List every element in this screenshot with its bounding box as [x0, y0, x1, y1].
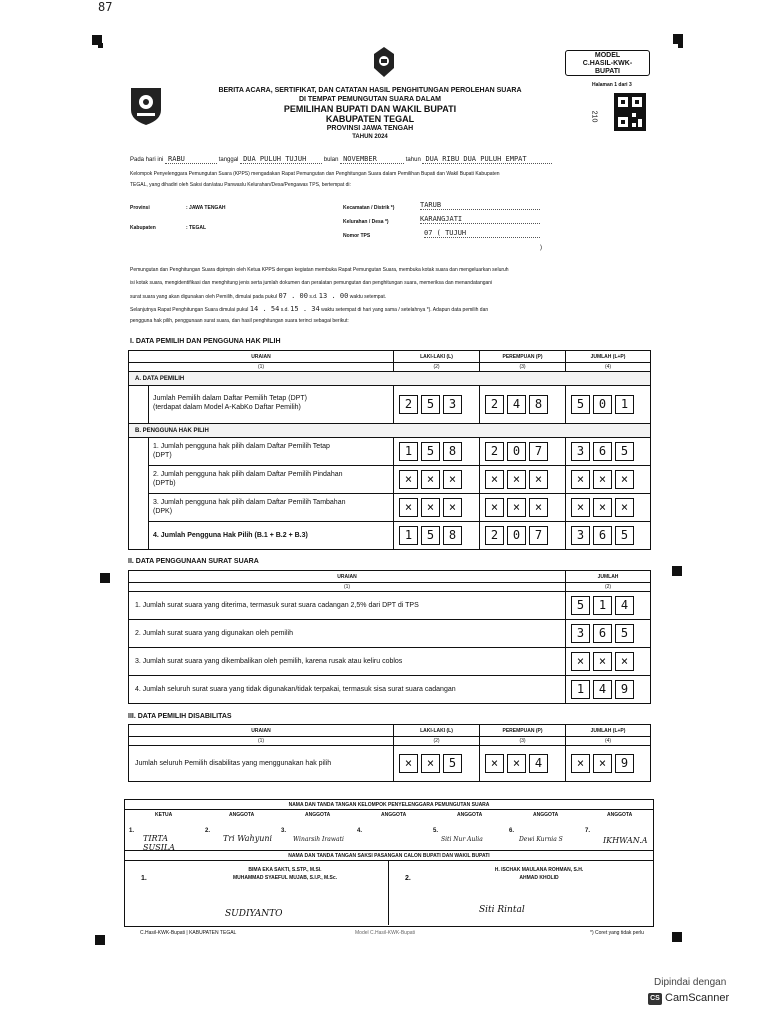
candidate-name: BIMA EKA SAKTI, S.STP., M.SI.	[248, 867, 322, 873]
digit-box[interactable]: ×	[421, 498, 440, 517]
digit-box[interactable]: ×	[399, 470, 418, 489]
model-box	[565, 50, 650, 76]
qr-side-text: 210	[590, 110, 598, 123]
document-header	[170, 86, 570, 142]
registration-mark	[95, 935, 105, 945]
indent-cell	[129, 438, 149, 549]
row-label-line: (DPT)	[153, 452, 172, 459]
dpt-label	[149, 386, 394, 424]
time-start: 07 . 00	[278, 292, 308, 300]
cell-jumlah	[566, 522, 650, 549]
cell-jumlah	[566, 466, 650, 493]
time-end: 15 . 34	[290, 305, 320, 313]
header-title: PEMILIHAN BUPATI DAN WAKIL BUPATI	[283, 104, 457, 114]
digit-box[interactable]: 1	[571, 680, 590, 699]
header-uraian: URAIAN	[129, 725, 394, 737]
digit-box[interactable]: 3	[571, 526, 590, 545]
kpps-member	[581, 810, 653, 850]
row-label: 3. Jumlah surat suara yang dikembalikan oleh pemilih, karena rusak atau keliru coblos	[129, 648, 566, 675]
digit-box[interactable]: ×	[529, 498, 548, 517]
member-signature: IKHWAN.A	[603, 836, 648, 845]
digit-box[interactable]: 2	[485, 442, 504, 461]
cell-perempuan	[480, 746, 566, 781]
cell-jumlah	[566, 620, 650, 647]
value-provinsi: : JAWA TENGAH	[186, 205, 226, 211]
kpu-logo-icon	[372, 46, 396, 78]
surat-row-3	[129, 648, 650, 676]
camscanner-logo-icon: CS	[648, 993, 662, 1005]
digit-box[interactable]: 0	[507, 442, 526, 461]
label-tanggal: tanggal	[218, 157, 239, 163]
digit-box[interactable]: 1	[615, 395, 634, 414]
col-number: (1)	[129, 737, 394, 746]
page-indicator: Halaman 1 dari 3	[592, 82, 632, 88]
col-number: (1)	[129, 363, 394, 372]
row-label	[149, 494, 394, 521]
digit-box[interactable]: ×	[571, 498, 590, 517]
label-kelurahan: Kelurahan / Desa *)	[343, 219, 389, 225]
digit-box[interactable]: 4	[593, 680, 612, 699]
col-number: (3)	[480, 363, 566, 372]
kpps-members	[125, 810, 653, 850]
col-number: (2)	[394, 363, 480, 372]
surat-row-1	[129, 592, 650, 620]
digit-box[interactable]: 5	[421, 526, 440, 545]
row-label: Jumlah seluruh Pemilih disabilitas yang menggunakan hak pilih	[129, 746, 394, 781]
digit-box[interactable]: ×	[443, 470, 462, 489]
header-line: DI TEMPAT PEMUNGUTAN SUARA DALAM	[298, 96, 442, 103]
digit-box[interactable]: 3	[571, 442, 590, 461]
header-jumlah: JUMLAH (L+P)	[566, 351, 650, 363]
member-role: ANGGOTA	[381, 812, 407, 818]
candidate-name: H. ISCHAK MAULANA ROHMAN, S.H.	[494, 867, 584, 873]
digit-box[interactable]: ×	[485, 498, 504, 517]
text: s.d.	[309, 294, 318, 300]
section-title: III. DATA PEMILIH DISABILITAS	[128, 713, 232, 720]
registration-mark	[98, 43, 103, 48]
header-uraian: URAIAN	[129, 351, 394, 363]
text: waktu setempat.	[349, 294, 387, 300]
member-signature: Winarsih Irawati	[293, 836, 344, 843]
label-tahun: tahun	[405, 157, 421, 163]
digit-box[interactable]: 1	[399, 526, 418, 545]
header-laki: LAKI-LAKI (L)	[394, 725, 480, 737]
digit-box[interactable]: ×	[421, 754, 440, 773]
cell-laki	[394, 522, 480, 549]
pengguna-row-2	[149, 466, 650, 494]
cell-perempuan	[480, 438, 566, 465]
member-role: ANGGOTA	[305, 812, 331, 818]
model-box-line: C.HASIL-KWK-	[582, 60, 633, 67]
text: surat suara yang akan digunakan oleh Pemilih, dimulai pada pukul	[130, 294, 278, 300]
member-role: ANGGOTA	[229, 812, 255, 818]
row-label	[149, 438, 394, 465]
col-number: (4)	[566, 737, 650, 746]
member-signature: TIRTA SUSILA	[143, 834, 175, 852]
registration-mark	[100, 573, 110, 583]
digit-box[interactable]: ×	[571, 754, 590, 773]
digit-box[interactable]: 6	[593, 624, 612, 643]
digit-box[interactable]: 4	[507, 395, 526, 414]
cell-laki	[394, 438, 480, 465]
corner-scribble: 87	[98, 0, 113, 14]
digit-box[interactable]: 5	[421, 442, 440, 461]
saksi-signature: Siti Rintal	[479, 905, 525, 915]
value-kelurahan: KARANGJATI	[420, 215, 540, 224]
digit-box[interactable]: 8	[443, 526, 462, 545]
value-kabupaten: : TEGAL	[186, 225, 206, 231]
digit-box[interactable]: ×	[485, 754, 504, 773]
digit-box[interactable]: 1	[593, 596, 612, 615]
saksi-number: 1.	[141, 875, 147, 882]
header-laki: LAKI-LAKI (L)	[394, 351, 480, 363]
dpt-jumlah	[566, 386, 650, 424]
cell-jumlah	[566, 676, 650, 703]
registration-mark	[678, 43, 683, 48]
section1-table	[128, 350, 651, 550]
digit-box[interactable]: ×	[421, 470, 440, 489]
digit-box[interactable]: 5	[571, 395, 590, 414]
col-number: (1)	[129, 583, 566, 592]
row-label: 4. Jumlah seluruh surat suara yang tidak digunakan/tidak terpakai, termasuk sisa surat suara cadangan	[129, 676, 566, 703]
paragraph: isi kotak suara, mengidentifikasi dan menghitung jenis serta jumlah dokumen dan peralatan pemungutan dan penghitungan suara, memeriksa dan menandatangani	[130, 280, 493, 286]
col-number: (3)	[480, 737, 566, 746]
digit-box[interactable]: 6	[593, 526, 612, 545]
header-line: BERITA ACARA, SERTIFIKAT, DAN CATATAN HASIL PENGHITUNGAN PEROLEHAN SUARA	[218, 87, 522, 94]
digit-box[interactable]: ×	[399, 754, 418, 773]
value-kecamatan: TARUB	[420, 201, 540, 210]
cell-perempuan	[480, 494, 566, 521]
member-role: ANGGOTA	[457, 812, 483, 818]
text: waktu setempat di hari yang sama / setelahnya *). Adapun data pemilih dan	[321, 307, 489, 313]
header-perempuan: PEREMPUAN (P)	[480, 725, 566, 737]
saksi-title: NAMA DAN TANDA TANGAN SAKSI PASANGAN CALON BUPATI DAN WAKIL BUPATI	[125, 851, 653, 861]
col-number: (4)	[566, 363, 650, 372]
candidate-name: MUHAMMAD SYAEFUL MUJAB, S.I.P., M.Sc.	[232, 875, 338, 881]
digit-box[interactable]: ×	[507, 498, 526, 517]
value-tahun: DUA RIBU DUA PULUH EMPAT	[422, 155, 552, 164]
kpps-member	[277, 810, 353, 850]
header-line: TAHUN 2024	[352, 134, 388, 140]
member-number: 3.	[281, 828, 287, 834]
member-signature: Tri Wahyuni	[223, 834, 273, 843]
section-title: I. DATA PEMILIH DAN PENGGUNA HAK PILIH	[130, 338, 281, 345]
surat-row-4	[129, 676, 650, 703]
row-label	[149, 466, 394, 493]
digit-box[interactable]: ×	[485, 470, 504, 489]
digit-box[interactable]: 0	[507, 526, 526, 545]
dpt-label-line: Jumlah Pemilih dalam Daftar Pemilih Tetap (DPT)	[153, 395, 307, 402]
header-line: PROVINSI JAWA TENGAH	[326, 125, 414, 132]
row-label-line: (DPK)	[153, 508, 173, 515]
cell-perempuan	[480, 466, 566, 493]
kpps-member	[201, 810, 277, 850]
digit-box[interactable]: ×	[571, 470, 590, 489]
digit-box[interactable]: 8	[443, 442, 462, 461]
cell-laki	[394, 494, 480, 521]
row-label-line: 1. Jumlah pengguna hak pilih dalam Daftar Pemilih Tetap	[153, 443, 330, 450]
row-label-line: 2. Jumlah pengguna hak pilih dalam Daftar Pemilih Pindahan	[153, 471, 343, 478]
digit-box[interactable]: 5	[443, 754, 462, 773]
digit-box[interactable]: 1	[399, 442, 418, 461]
dpt-laki	[394, 386, 480, 424]
pengguna-row-1	[149, 438, 650, 466]
digit-box[interactable]: 3	[571, 624, 590, 643]
subsection-b: B. PENGGUNA HAK PILIH	[129, 424, 650, 438]
digit-box[interactable]: 0	[593, 395, 612, 414]
kpps-member	[353, 810, 429, 850]
value-hari: RABU	[165, 155, 217, 164]
time-start: 14 . 54	[249, 305, 280, 313]
digit-box[interactable]: 6	[593, 442, 612, 461]
header-perempuan: PEREMPUAN (P)	[480, 351, 566, 363]
saksi-1	[125, 861, 389, 925]
footer-left: C.Hasil-KWK-Bupati | KABUPATEN TEGAL	[140, 930, 237, 936]
row-label	[149, 522, 394, 549]
row-label-line: 4. Jumlah Pengguna Hak Pilih (B.1 + B.2 + B.3)	[153, 532, 308, 539]
qr-code-icon	[614, 93, 646, 131]
value-tps: 07 ( TUJUH	[424, 229, 540, 238]
member-role: ANGGOTA	[607, 812, 633, 818]
header-jumlah: JUMLAH (L+P)	[566, 725, 650, 737]
model-box-line: BUPATI	[594, 68, 621, 75]
subsection-a: A. DATA PEMILIH	[129, 372, 650, 386]
digit-box[interactable]: ×	[529, 470, 548, 489]
digit-box[interactable]: ×	[615, 652, 634, 671]
member-number: 7.	[585, 828, 591, 834]
intro-text: Kelompok Penyelenggara Pemungutan Suara (KPPS) mengadakan Rapat Pemungutan dan Penghitungan Suara dalam Pemilihan Bupati dan Wakil Bupati Kabupaten	[130, 171, 500, 177]
dpt-label-line: (terdapat dalam Model A-KabKo Daftar Pemilih)	[153, 404, 301, 411]
header-uraian: URAIAN	[129, 571, 566, 583]
saksi-number: 2.	[405, 875, 411, 882]
row-label-line: (DPTb)	[153, 480, 176, 487]
surat-row-2	[129, 620, 650, 648]
paragraph: Pemungutan dan Penghitungan Suara dipimpin oleh Ketua KPPS dengan kegiatan membuka Rapat Pemungutan Suara, membuka kotak suara dan mengeluarkan seluruh	[130, 267, 509, 273]
cell-perempuan	[480, 522, 566, 549]
kpps-member	[429, 810, 505, 850]
label-provinsi: Provinsi	[130, 205, 150, 211]
digit-box[interactable]: ×	[593, 754, 612, 773]
member-number: 6.	[509, 828, 515, 834]
member-number: 5.	[433, 828, 439, 834]
cell-laki	[394, 746, 480, 781]
digit-box[interactable]: 9	[615, 680, 634, 699]
digit-box[interactable]: ×	[593, 498, 612, 517]
digit-box[interactable]: ×	[443, 498, 462, 517]
row-label: 2. Jumlah surat suara yang digunakan oleh pemilih	[129, 620, 566, 647]
camscanner-watermark	[640, 975, 748, 1011]
digit-box[interactable]: 4	[615, 596, 634, 615]
label-hari: Pada hari ini	[130, 157, 164, 163]
digit-box[interactable]: ×	[593, 470, 612, 489]
digit-box[interactable]: 5	[571, 596, 590, 615]
pengguna-row-3	[149, 494, 650, 522]
saksi-signature: SUDIYANTO	[225, 909, 283, 919]
intro-text: TEGAL, yang dihadiri oleh Saksi dan/atau Panwaslu Kelurahan/Desa/Pengawas TPS, bertempat di:	[130, 182, 351, 188]
paragraph-time-1	[130, 292, 660, 300]
digit-box[interactable]: 5	[615, 526, 634, 545]
saksi-2	[389, 861, 653, 925]
kpps-member	[125, 810, 201, 850]
member-signature: Dewi Kurnia S	[519, 836, 563, 843]
paragraph-time-2	[130, 305, 660, 313]
cell-jumlah	[566, 746, 650, 781]
digit-box[interactable]: 3	[443, 395, 462, 414]
member-signature: Siti Nur Aulia	[441, 836, 483, 843]
row-label: 1. Jumlah surat suara yang diterima, termasuk surat suara cadangan 2,5% dari DPT di TPS	[129, 592, 566, 619]
pengguna-row-total	[149, 522, 650, 549]
header-title: KABUPATEN TEGAL	[325, 114, 415, 124]
footer-right: *) Coret yang tidak perlu	[590, 930, 644, 936]
date-line	[130, 155, 655, 164]
kpps-title: NAMA DAN TANDA TANGAN KELOMPOK PENYELENGGARA PEMUNGUTAN SUARA	[125, 800, 653, 810]
scanner-caption: Dipindai dengan	[654, 977, 727, 988]
digit-box[interactable]: ×	[571, 652, 590, 671]
regency-emblem-icon	[127, 86, 165, 126]
label-kecamatan: Kecamatan / Distrik *)	[343, 205, 395, 211]
text: s.d.	[280, 307, 289, 313]
member-number: 2.	[205, 828, 211, 834]
digit-box[interactable]: 5	[421, 395, 440, 414]
digit-box[interactable]: 8	[529, 395, 548, 414]
dpt-perempuan	[480, 386, 566, 424]
paragraph: pengguna hak pilih, penggunaan surat suara, dan hasil penghitungan suara terinci sebagai berikut:	[130, 318, 349, 324]
digit-box[interactable]: ×	[615, 470, 634, 489]
kpps-member	[505, 810, 581, 850]
digit-box[interactable]: 4	[529, 754, 548, 773]
section3-table	[128, 724, 651, 782]
label-bulan: bulan	[323, 157, 339, 163]
member-number: 1.	[129, 828, 135, 834]
digit-box[interactable]: 2	[485, 526, 504, 545]
digit-box[interactable]: 9	[615, 754, 634, 773]
label-kabupaten: Kabupaten	[130, 225, 156, 231]
digit-box[interactable]: 5	[615, 624, 634, 643]
saksi-signature-block	[124, 851, 654, 927]
cell-jumlah	[566, 438, 650, 465]
candidate-name: AHMAD KHOLID	[519, 875, 559, 881]
footer-mid: Model C.Hasil-KWK-Bupati	[355, 930, 416, 936]
digit-box[interactable]: 7	[529, 442, 548, 461]
row-label-line: 3. Jumlah pengguna hak pilih dalam Daftar Pemilih Tambahan	[153, 499, 346, 506]
text: Selanjutnya Rapat Penghitungan Suara dimulai pukul	[130, 307, 249, 313]
indent-cell	[129, 386, 149, 424]
cell-jumlah	[566, 592, 650, 619]
digit-box[interactable]: 5	[615, 442, 634, 461]
time-end: 13 . 00	[318, 292, 349, 300]
scanner-brand: CamScanner	[665, 992, 730, 1004]
value-tanggal: DUA PULUH TUJUH	[240, 155, 322, 164]
digit-box[interactable]: ×	[507, 470, 526, 489]
member-role: KETUA	[155, 812, 173, 818]
digit-box[interactable]: ×	[615, 498, 634, 517]
digit-box[interactable]: ×	[399, 498, 418, 517]
header-jumlah: JUMLAH	[566, 571, 650, 583]
section2-table	[128, 570, 651, 704]
value-bulan: NOVEMBER	[340, 155, 404, 164]
digit-box[interactable]: 2	[399, 395, 418, 414]
digit-box[interactable]: 2	[485, 395, 504, 414]
digit-box[interactable]: 7	[529, 526, 548, 545]
cell-laki	[394, 466, 480, 493]
member-number: 4.	[357, 828, 363, 834]
label-tps: Nomor TPS	[343, 233, 371, 239]
member-role: ANGGOTA	[533, 812, 559, 818]
kpps-signature-block	[124, 799, 654, 851]
cell-jumlah	[566, 494, 650, 521]
digit-box[interactable]: ×	[507, 754, 526, 773]
registration-mark	[672, 932, 682, 942]
col-number: (2)	[566, 583, 650, 592]
col-number: (2)	[394, 737, 480, 746]
model-box-line: MODEL	[594, 52, 621, 59]
tps-close-paren: )	[540, 245, 542, 251]
registration-mark	[672, 566, 682, 576]
digit-box[interactable]: ×	[593, 652, 612, 671]
section-title: II. DATA PENGGUNAAN SURAT SUARA	[128, 558, 259, 565]
cell-jumlah	[566, 648, 650, 675]
